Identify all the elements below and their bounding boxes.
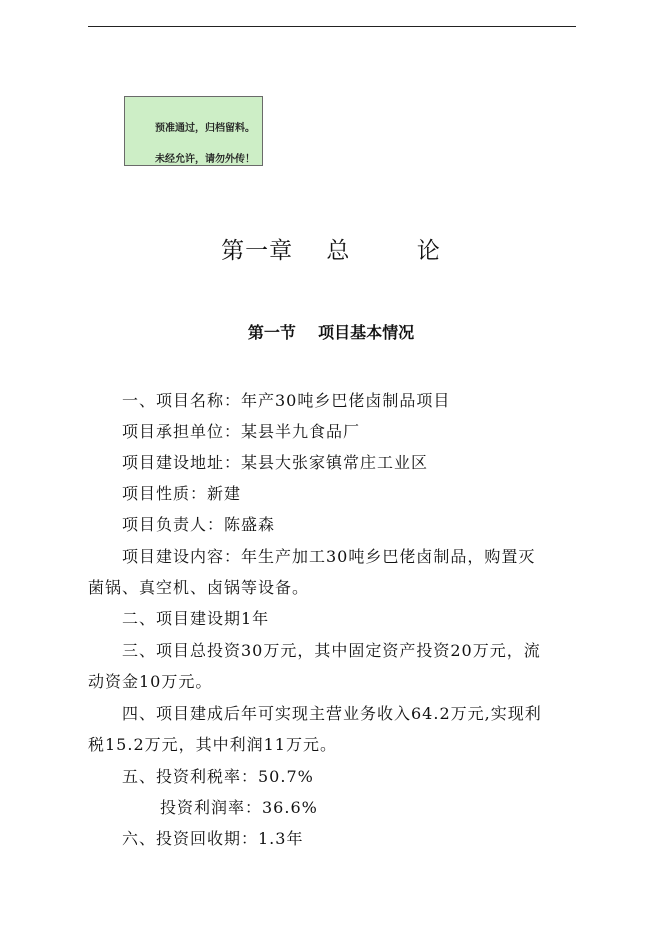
body-line: 项目建设地址：某县大张家镇常庄工业区 [122,453,429,472]
body-line: 三、项目总投资30万元，其中固定资产投资20万元，流 [122,641,541,660]
body-line: 投资利润率：36.6% [160,798,318,817]
stamp-line-2: 未经允许，请勿外传！ [155,154,255,165]
body-line: 二、项目建设期1年 [122,609,270,628]
body-line: 项目性质：新建 [122,484,242,503]
body-line: 五、投资利税率：50.7% [122,767,314,786]
body-line: 项目负责人：陈盛森 [122,515,276,534]
body-line: 菌锅、真空机、卤锅等设备。 [88,578,310,597]
header-rule [88,26,576,27]
approval-stamp [124,96,263,166]
body-line: 四、项目建成后年可实现主营业务收入64.2万元,实现利 [122,704,542,723]
body-line: 六、投资回收期：1.3年 [122,829,304,848]
body-line: 一、项目名称：年产30吨乡巴佬卤制品项目 [122,391,451,410]
section-title: 第一节 项目基本情况 [247,323,415,342]
body-line: 动资金10万元。 [88,672,213,691]
body-line: 项目承担单位：某县半九食品厂 [122,422,361,441]
body-line: 项目建设内容：年生产加工30吨乡巴佬卤制品，购置灭 [122,547,536,566]
stamp-line-1: 预准通过，归档留料。 [155,123,255,134]
chapter-title: 第一章 总 论 [221,238,441,264]
body-line: 税15.2万元，其中利润11万元。 [88,735,337,754]
